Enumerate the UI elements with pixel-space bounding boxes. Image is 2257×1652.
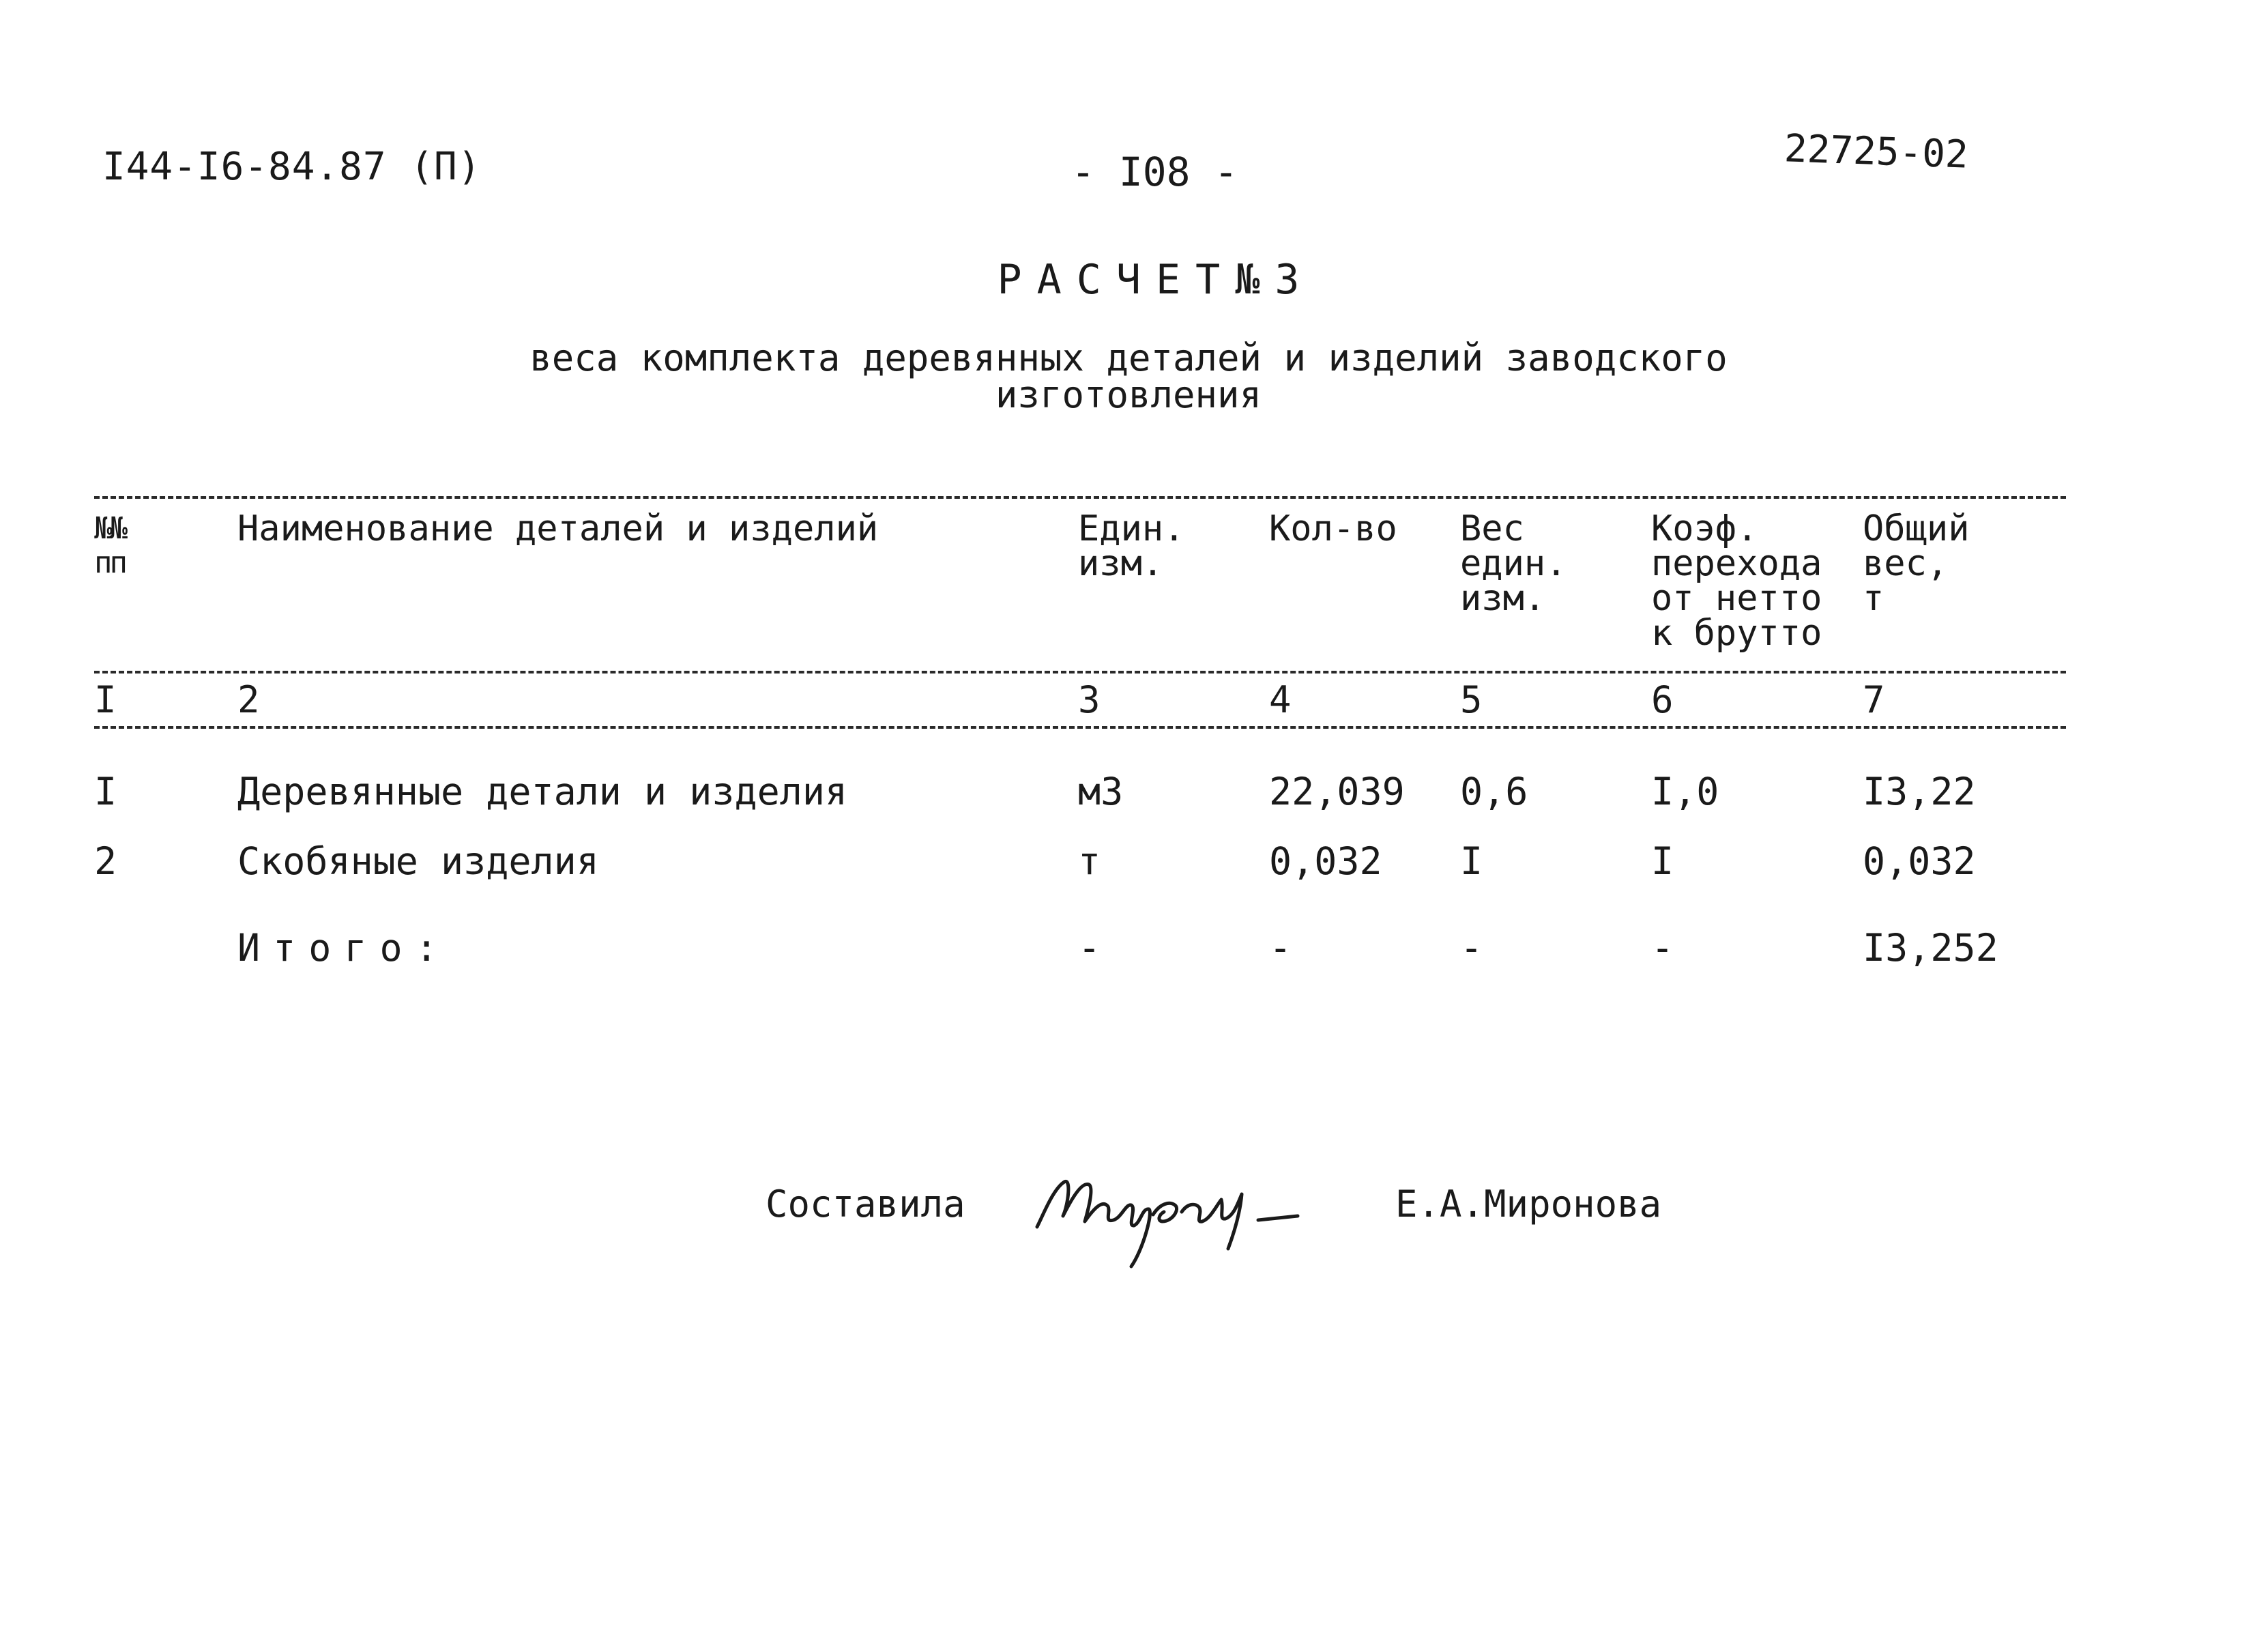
table-number-row-rule bbox=[94, 726, 2066, 729]
column-header-number: №№ пп bbox=[94, 511, 125, 580]
document-code: I44-I6-84.87 (П) bbox=[102, 145, 482, 189]
handwritten-signature bbox=[1023, 1146, 1324, 1272]
row-coefficient: I,0 bbox=[1651, 770, 1719, 813]
column-number: 7 bbox=[1863, 678, 1885, 721]
row-unit: т bbox=[1078, 839, 1101, 883]
calculation-subtitle-line-2: изготовления bbox=[995, 373, 1262, 416]
row-total-weight: 0,032 bbox=[1863, 839, 1976, 883]
row-coefficient: I bbox=[1651, 839, 1674, 883]
column-header-total-weight: Общий вес, т bbox=[1863, 508, 1970, 619]
table-top-rule bbox=[94, 496, 2066, 499]
column-header-quantity: Кол-во bbox=[1269, 508, 1397, 549]
calculation-title: РАСЧЕТ№3 bbox=[997, 256, 1315, 304]
compiled-by-label: Составила bbox=[766, 1183, 965, 1226]
table-header-rule bbox=[94, 671, 2066, 673]
row-unit-weight: I bbox=[1460, 839, 1483, 883]
column-header-name: Наименование деталей и изделий bbox=[237, 508, 879, 549]
row-quantity: 22,039 bbox=[1269, 770, 1405, 813]
archive-number: 22725-02 bbox=[1783, 126, 1969, 177]
row-total-weight: I3,22 bbox=[1863, 770, 1976, 813]
column-header-unit-weight: Вес един. изм. bbox=[1460, 508, 1567, 619]
compiler-name: Е.А.Миронова bbox=[1395, 1183, 1662, 1226]
column-header-unit: Един. изм. bbox=[1078, 508, 1185, 584]
column-number: 4 bbox=[1269, 678, 1292, 721]
total-label: Итого: bbox=[237, 926, 451, 970]
row-unit-weight: 0,6 bbox=[1460, 770, 1528, 813]
column-number: 3 bbox=[1078, 678, 1101, 721]
total-quantity: - bbox=[1269, 926, 1292, 970]
total-unit: - bbox=[1078, 926, 1101, 970]
row-item-name: Скобяные изделия bbox=[237, 839, 599, 883]
column-number: 2 bbox=[237, 678, 260, 721]
row-number: I bbox=[94, 770, 117, 813]
calculation-subtitle-line-1: веса комплекта деревянных деталей и изделий заводского bbox=[529, 336, 1728, 379]
row-number: 2 bbox=[94, 839, 117, 883]
row-unit: м3 bbox=[1078, 770, 1124, 813]
total-unit-weight: - bbox=[1460, 926, 1483, 970]
column-number: 5 bbox=[1460, 678, 1483, 721]
row-item-name: Деревянные детали и изделия bbox=[237, 770, 848, 813]
column-header-coefficient: Коэф. перехода от нетто к брутто bbox=[1651, 508, 1822, 654]
total-weight-sum: I3,252 bbox=[1863, 926, 1998, 970]
row-quantity: 0,032 bbox=[1269, 839, 1382, 883]
column-number: I bbox=[94, 678, 117, 721]
column-number: 6 bbox=[1651, 678, 1674, 721]
page-number: - I08 - bbox=[1071, 149, 1238, 195]
total-coefficient: - bbox=[1651, 926, 1674, 970]
